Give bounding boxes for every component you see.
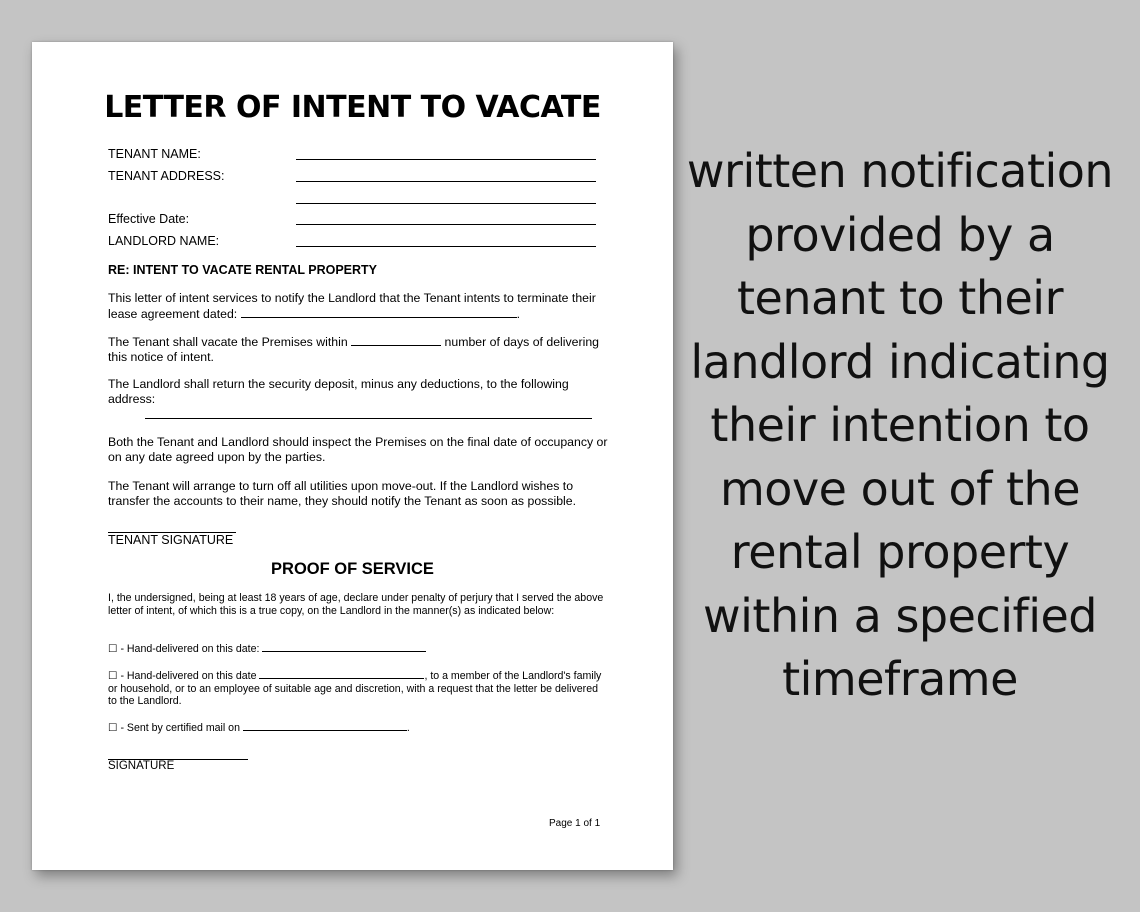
lease-date-blank xyxy=(241,306,517,318)
deposit-address-line xyxy=(145,418,592,419)
tenant-address-line-2 xyxy=(296,203,596,204)
paragraph-vacate-days xyxy=(108,334,608,365)
tenant-name-label: TENANT NAME: xyxy=(108,147,201,161)
paragraph-utilities: The Tenant will arrange to turn off all utilities upon move-out. If the Landlord wishes to transfer the accounts to their name, they should notify the Tenant as soon as possible. xyxy=(108,479,577,508)
description-text: written notification provided by a tenant to their landlord indicating their intention to move out of the rental property within a specified timeframe xyxy=(686,144,1114,706)
paragraph-vacate-text-b: number of days of delivering this notice of intent. xyxy=(108,335,600,364)
signature-label: SIGNATURE xyxy=(108,760,175,772)
document-page xyxy=(32,42,673,870)
landlord-name-line xyxy=(296,246,596,247)
re-line: RE: INTENT TO VACATE RENTAL PROPERTY xyxy=(108,263,377,277)
page-number: Page 1 of 1 xyxy=(549,818,601,829)
effective-date-line xyxy=(296,224,596,225)
paragraph-security-deposit: The Landlord shall return the security deposit, minus any deductions, to the following address: xyxy=(108,377,569,406)
paragraph-lease-termination xyxy=(108,291,608,322)
days-blank xyxy=(351,334,441,346)
paragraph-lease-text: This letter of intent services to notify the Landlord that the Tenant intents to terminate their lease agreement dated: xyxy=(108,291,596,321)
proof-of-service-title: PROOF OF SERVICE xyxy=(271,560,434,578)
option-mail-end: . xyxy=(406,722,410,734)
option-member-text-a: ☐ - Hand-delivered on this date xyxy=(108,670,257,682)
option-mail-text: ☐ - Sent by certified mail on xyxy=(108,722,240,734)
effective-date-label: Effective Date: xyxy=(108,212,190,226)
hand-delivered-date-blank xyxy=(262,642,426,652)
landlord-name-label: LANDLORD NAME: xyxy=(108,234,220,248)
tenant-address-line-1 xyxy=(296,181,596,182)
certified-mail-date-blank xyxy=(243,721,407,731)
option-certified-mail xyxy=(108,721,608,735)
proof-declaration: I, the undersigned, being at least 18 years of age, declare under penalty of perjury that I served the above letter of intent, of which this is a true copy, on the Landlord in the manner(s) as indicated below: xyxy=(108,592,604,617)
tenant-signature-label: TENANT SIGNATURE xyxy=(108,533,234,547)
tenant-address-label: TENANT ADDRESS: xyxy=(108,169,225,183)
option-hand-delivered xyxy=(108,642,608,656)
paragraph-inspection: Both the Tenant and Landlord should inspect the Premises on the final date of occupancy or on any date agreed upon by the parties. xyxy=(108,435,608,464)
member-date-blank xyxy=(259,669,424,679)
document-title: LETTER OF INTENT TO VACATE xyxy=(104,90,601,125)
paragraph-lease-end: . xyxy=(516,307,521,321)
paragraph-vacate-text-a: The Tenant shall vacate the Premises within xyxy=(108,335,348,349)
option-hand-delivered-member xyxy=(108,669,608,708)
tenant-name-line xyxy=(296,159,596,160)
option-member-text-b: , to a member of the Landlord's family or household, or to an employee of suitable age and discretion, with a request that the letter be delivered to the Landlord. xyxy=(108,670,602,707)
option-hand-delivered-text: ☐ - Hand-delivered on this date: xyxy=(108,643,260,655)
